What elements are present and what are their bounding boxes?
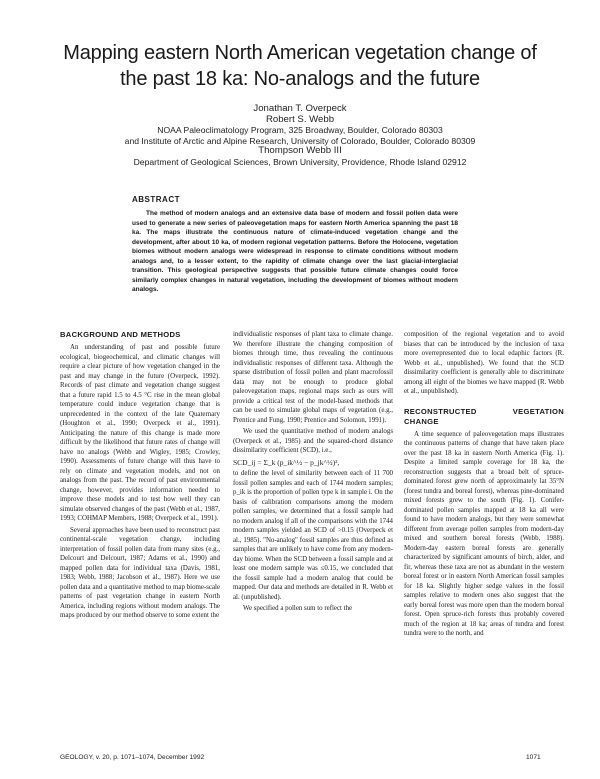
body-paragraph: An understanding of past and possible future ecological, biogeochemical, and climatic changes will require a clear picture of how vegetation changed in the past and may change in the future (Overpeck, 1992). Records of past climate and vegetation change suggest that a future rapid 1.5 to 4.5 °C rise in the mean global temperature could induce vegetation change that is unprecedented in the context of the late Quaternary (Houghton et al., 1990; Overpeck et al., 1991). Anticipating the nature of this change is made more difficult by the likelihood that future rates of change will have no analogs (Webb and Wigley, 1985; Crowley, 1990). Assessments of future change will thus have to rely on climate and vegetation models, and not on analogs from the past. The record of past environmental change, however, provides information needed to improve these models and to test how well they can simulate observed changes of the past (Webb et al., 1987, 1993; COHMAP Members, 1988; Overpeck et al., 1991). <box>60 344 220 522</box>
abstract-heading: ABSTRACT <box>132 195 180 204</box>
author-name: Robert S. Webb <box>265 113 335 125</box>
author-affiliation: Department of Geological Sciences, Brown University, Providence, Rhode Island 02912 <box>133 156 467 167</box>
body-paragraph: individualistic responses of plant taxa to climate change. We therefore illustrate the changing composition of biomes through time, thus revealing the continuous individualistic responses of different taxa. Although the sparse distribution of fossil pollen and plant macrofossil data may not be enough to produce global paleovegetation maps, regional maps such as ours will provide a critical test of the model-based methods that can be used to simulate global maps of vegetation (e.g., Prentice and Fung, 1990; Prentice and Solomon, 1991). <box>233 331 393 424</box>
paper-title: Mapping eastern North American vegetation change of the past 18 ka: No-analogs and the future <box>63 42 537 90</box>
body-paragraph: composition of the regional vegetation and to avoid biases that can be introduced by the inclusion of taxa more overrepresented due to local edaphic factors (R. Webb et al., unpublished). We found that the SCD dissimilarity coefficient is generally able to discriminate among all eight of the biomes we have mapped (R. Webb et al., unpublished). <box>404 331 564 395</box>
author-block <box>60 104 540 168</box>
body-paragraph: to define the level of similarity between each of 11 700 fossil pollen samples and each of 1744 modern samples; p_ik is the proportion of pollen type k in sample i. On the basis of calibration comparisons among the modern pollen samples, we determined that a fossil sample had no modern analog if all of the comparisons with the 1744 modern samples yielded an SCD of >0.15 (Overpeck et al., 1985). "No-analog" fossil samples are thus defined as samples that are unlikely to have come from any modern-day biome. When the SCD between a fossil sample and at least one modern sample was ≤0.15, we concluded that the fossil sample had a modern analog that could be mapped. Our data and methods are detailed in R. Webb et al. (unpublished). <box>233 470 393 601</box>
body-paragraph: We used the quantitative method of modern analogs (Overpeck et al., 1985) and the squared-chord distance dissimilarity coefficient (SCD), i.e., <box>233 428 393 454</box>
author-name: Thompson Webb III <box>258 145 342 157</box>
section-heading: RECONSTRUCTED VEGETATION CHANGE <box>404 406 564 426</box>
equation: SCD_ij = Σ_k (p_ik^½ − p_jk^½)², <box>233 457 340 467</box>
section-gap <box>404 399 564 407</box>
section-heading: BACKGROUND AND METHODS <box>60 330 181 339</box>
author-affiliation: and Institute of Arctic and Alpine Research, University of Colorado, Boulder, Colorado 80309 <box>124 135 476 146</box>
body-paragraph: Several approaches have been used to reconstruct past continental-scale vegetation change, including interpretation of fossil pollen data from many sites (e.g., Delcourt and Delcourt, 1987; Adams et al., 1990) and mapped pollen data for individual taxa (Davis, 1981, 1983; Webb, 1988; Jacobson et al., 1987). Here we use pollen data and a quantitative method to map biome-scale patterns of past vegetation change in eastern North America, including regions without modern analogs. The maps produced by our method observe to some extent the <box>60 526 220 619</box>
column-2 <box>233 330 393 616</box>
page-number: 1071 <box>526 754 541 761</box>
author-affiliation: NOAA Paleoclimatology Program, 325 Broadway, Boulder, Colorado 80303 <box>157 125 443 136</box>
column-3 <box>404 330 564 641</box>
body-paragraph: A time sequence of paleovegetation maps illustrates the continuous patterns of change that have taken place over the past 18 ka in eastern North America (Fig. 1). Despite a limited sample coverage for 18 ka, the reconstruction suggests that a broad belt of spruce-dominated forest grew north of approximately lat 35°N (forest tundra and boreal forest), whereas pine-dominated mixed forests grew to the south (Fig. 1). Conifer-dominated pollen samples mapped at 18 ka all were found to have modern analogs, but they were somewhat different from average pollen samples from modern-day mixed and southern boreal forests (Webb, 1988). Modern-day eastern boreal forests are generally characterized by significant amounts of birch, alder, and fir, whereas these taxa are not as abundant in the western boreal forest or in eastern North American fossil samples for 18 ka. Slightly higher sedge values in the fossil samples relative to modern ones also suggest that the early boreal forest was more open than the modern boreal forest. Open spruce-rich forests thus probably covered much of the region at 18 ka; areas of tundra and forest tundra were to the north, and <box>404 430 564 637</box>
journal-citation: GEOLOGY, v. 20, p. 1071–1074, December 1992 <box>60 754 205 761</box>
body-paragraph: We specified a pollen sum to reflect the <box>243 605 353 612</box>
abstract-text: The method of modern analogs and an extensive data base of modern and fossil pollen data were used to generate a new series of paleovegetation maps for eastern North America spanning the past 18 ka. The maps illustrate the continuous nature of climate-induced vegetation change and the development, after about 10 ka, of modern regional vegetation patterns. Before the Holocene, vegetation biomes without modern analogs were widespread in response to climate conditions without modern analogs and, to a lesser extent, to the rapidity of climate change over the last glacial-interglacial transition. This geological perspective suggests that possible future climate changes could force similarly complex changes in natural vegetation, including the development of biomes without modern analogs. <box>132 210 458 293</box>
author-name: Jonathan T. Overpeck <box>253 103 347 114</box>
column-1 <box>60 330 220 623</box>
